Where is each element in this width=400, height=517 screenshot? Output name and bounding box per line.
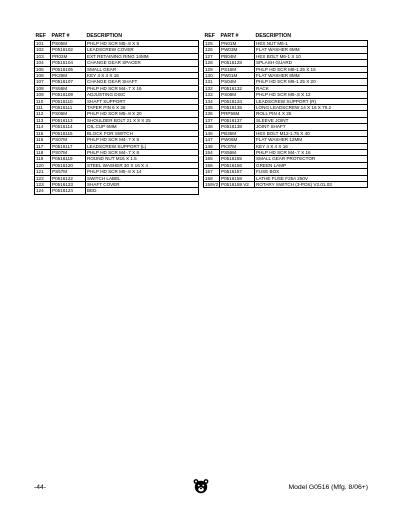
ref-cell: 133	[204, 92, 220, 98]
ref-cell: 148	[204, 143, 220, 149]
ref-cell: 106	[35, 73, 51, 79]
part-number-cell: P0516104	[51, 60, 86, 66]
part-number-cell: P0516128	[220, 60, 255, 66]
part-number-cell: PB04M	[220, 53, 255, 59]
part-number-cell: P0516123	[51, 181, 86, 187]
header-description: DESCRIPTION	[255, 32, 291, 39]
description-cell: PHLP HD SCR M4-.7 X 8	[86, 149, 199, 155]
ref-cell: 116	[35, 137, 51, 143]
part-number-cell: P0516107	[51, 79, 86, 85]
description-cell: TAPER PIN 6 X 26	[86, 105, 199, 111]
description-cell: SHAFT SUPPORT	[86, 98, 199, 104]
part-number-cell: P0516111	[51, 105, 86, 111]
ref-cell: 131	[204, 79, 220, 85]
description-cell: PHLP HD SCR M8-1.25 X 16	[255, 66, 368, 72]
ref-cell: 104	[35, 60, 51, 66]
ref-cell: 112	[35, 111, 51, 117]
description-cell: HEX NUT M6-1	[255, 41, 368, 47]
header-ref: REF	[35, 32, 46, 39]
parts-table-right	[203, 32, 368, 188]
ref-cell: 138	[204, 124, 220, 130]
description-cell: PHLP HD SCR M4-.7 X 8	[86, 137, 199, 143]
part-number-cell: PB35M	[220, 130, 255, 136]
ref-cell: 107	[35, 79, 51, 85]
ref-cell: 103	[35, 53, 51, 59]
part-number-cell: P0516122	[51, 175, 86, 181]
page-number: -44-	[34, 484, 47, 491]
description-cell: RACK	[255, 85, 368, 91]
part-number-cell: PS04M	[220, 79, 255, 85]
description-cell: PHLP HD SCR M5-.8 X 8	[86, 41, 199, 47]
ref-cell: 108	[35, 85, 51, 91]
ref-cell: 117	[35, 143, 51, 149]
description-cell: ROLL PIN 4 X 25	[255, 111, 368, 117]
ref-cell: 132	[204, 85, 220, 91]
ref-cell: 123	[35, 181, 51, 187]
part-number-cell: P0516105	[51, 66, 86, 72]
description-cell: PHLP HD SCR M5-.8 X 12	[255, 92, 368, 98]
part-number-cell: PK29M	[51, 73, 86, 79]
description-cell: PHLP HD SCR M5-.8 X 20	[86, 111, 199, 117]
table-row	[35, 188, 199, 194]
ref-cell: 136	[204, 111, 220, 117]
parts-table-left-body	[35, 41, 199, 195]
header-description: DESCRIPTION	[86, 32, 122, 39]
ref-cell: 135	[204, 105, 220, 111]
part-number-cell: P0516117	[51, 143, 86, 149]
description-cell: FLAT WASHER 12MM	[255, 137, 368, 143]
description-cell: LONG LEADSCREW 14 X 16 X 79.2	[255, 105, 368, 111]
part-number-cell: PS57M	[51, 169, 86, 175]
ref-cell: 113	[35, 117, 51, 123]
ref-cell: 101	[35, 41, 51, 47]
ref-cell: 110	[35, 98, 51, 104]
description-cell: STEEL WASHER 30 X 16 X 4	[86, 162, 199, 168]
page-footer	[34, 476, 368, 498]
ref-cell: 159V2	[205, 181, 219, 187]
description-cell: LEADSCREW SUPPORT (L)	[86, 143, 199, 149]
parts-table-right-body	[204, 41, 368, 188]
part-number-cell: PS07M	[51, 137, 86, 143]
ref-cell: 146	[204, 130, 220, 136]
part-number-cell: P0516109	[51, 92, 86, 98]
table-row	[204, 181, 368, 187]
part-number-cell: P0516135	[220, 105, 255, 111]
description-cell: LATHE FUSE F25A 250V	[255, 175, 368, 181]
ref-cell: 154	[204, 149, 220, 155]
part-number-cell: P0516120	[51, 162, 86, 168]
part-number-cell: PW01M	[220, 73, 255, 79]
description-cell: SMALL GEAR PROTECTOR	[255, 156, 368, 162]
description-cell: JOINT SHAFT	[255, 124, 368, 130]
part-number-cell: PN01M	[220, 41, 255, 47]
header-part: PART #	[220, 32, 239, 39]
description-cell: SWITCH LABEL	[86, 175, 199, 181]
ref-cell: 109	[35, 92, 51, 98]
description-cell: LEADSCREW SUPPORT (R)	[255, 98, 368, 104]
part-number-cell: P0516113	[51, 117, 86, 123]
ref-cell: 126	[204, 47, 220, 53]
part-number-cell: P0516134	[220, 98, 255, 104]
table-header-row	[204, 32, 368, 41]
ref-cell: 122	[35, 175, 51, 181]
part-number-cell: PS56M	[51, 85, 86, 91]
description-cell: BLOCK FOR SWITCH	[86, 130, 199, 136]
ref-cell: 102	[35, 47, 51, 53]
description-cell: LEADSCREW COVER	[86, 47, 199, 53]
description-cell: SLEEVE JOINT	[255, 117, 368, 123]
part-number-cell: P0516110	[51, 98, 86, 104]
description-cell: KEY 4 X 4 X 16	[255, 143, 368, 149]
ref-cell: 111	[35, 105, 51, 111]
part-number-cell: P0516119	[51, 156, 86, 162]
description-cell: SPLASH GUARD	[255, 60, 368, 66]
header-part: PART #	[51, 32, 70, 39]
ref-cell: 114	[35, 124, 51, 130]
ref-cell: 130	[204, 73, 220, 79]
ref-cell: 129	[204, 66, 220, 72]
ref-cell: 158	[204, 175, 220, 181]
ref-cell: 124	[35, 188, 51, 194]
table-header-row	[35, 32, 199, 41]
description-cell: SHOULDER BOLT 21 X 8 X 25	[86, 117, 199, 123]
ref-cell: 119	[35, 156, 51, 162]
description-cell: CHANGE GEAR SPACER	[86, 60, 199, 66]
description-cell: BED	[86, 188, 199, 194]
ref-cell: 155	[204, 156, 220, 162]
description-cell: ROUND NUT M16 X 1.5	[86, 156, 199, 162]
part-number-cell: P0516132	[220, 85, 255, 91]
part-number-cell: P0516102	[51, 47, 86, 53]
description-cell: PHLP HD SCR M4-.7 X 16	[255, 149, 368, 155]
ref-cell: 120	[35, 162, 51, 168]
ref-cell: 128	[204, 60, 220, 66]
ref-cell: 115	[35, 130, 51, 136]
ref-cell: 118	[35, 149, 51, 155]
bear-paw-icon	[191, 476, 211, 496]
part-number-cell: PS05M	[51, 41, 86, 47]
ref-cell: 137	[204, 117, 220, 123]
part-number-cell: P0516155	[220, 156, 255, 162]
part-number-cell: P0516159 V2	[220, 181, 255, 187]
ref-cell: 105	[35, 66, 51, 72]
part-number-cell: PRP56M	[220, 111, 255, 117]
ref-cell: 125	[204, 41, 220, 47]
description-cell: PHLP HD SCR M6-1.25 X 20	[255, 79, 368, 85]
model-text: Model G0516 (Mfg. 8/06+)	[288, 484, 368, 491]
description-cell: ROTARY SWITCH (3-POS) V2.01.03	[255, 181, 368, 187]
part-number-cell: PR02M	[51, 53, 86, 59]
description-cell: PHLP HD SCR M5-.8 X 14	[86, 169, 199, 175]
description-cell: SHAFT COVER	[86, 181, 199, 187]
description-cell: HEX BOLT M6-1 X 10	[255, 53, 368, 59]
ref-cell: 134	[204, 98, 220, 104]
description-cell: ADJUSTING DISC	[86, 92, 199, 98]
parts-table-left	[34, 32, 199, 195]
part-number-cell: P0516114	[51, 124, 86, 130]
part-number-cell: PS56M	[220, 149, 255, 155]
part-number-cell: PK37M	[220, 143, 255, 149]
description-cell: CHANGE GEAR SHAFT	[86, 79, 199, 85]
part-number-cell: PS16M	[220, 66, 255, 72]
part-number-cell: P0516158	[220, 175, 255, 181]
part-number-cell: P0516137	[220, 117, 255, 123]
description-cell: EXT RETAINING RING 14MM	[86, 53, 199, 59]
part-number-cell: P0516124	[51, 188, 86, 194]
description-cell: FUSE BOX	[255, 169, 368, 175]
header-ref: REF	[204, 32, 215, 39]
part-number-cell: PS06M	[51, 111, 86, 117]
ref-cell: 147	[204, 137, 220, 143]
ref-cell: 127	[204, 53, 220, 59]
part-number-cell: PS07M	[51, 149, 86, 155]
part-number-cell: P0516138	[220, 124, 255, 130]
description-cell: HEX BOLT M12-1.75 X 40	[255, 130, 368, 136]
part-number-cell: PW06M	[220, 137, 255, 143]
description-cell: OIL CUP 6MM	[86, 124, 199, 130]
part-number-cell: PS08M	[220, 92, 255, 98]
description-cell: FLAT WASHER 6MM	[255, 47, 368, 53]
ref-cell: 156	[204, 162, 220, 168]
ref-cell: 121	[35, 169, 51, 175]
description-cell: KEY 4 X 4 X 16	[86, 73, 199, 79]
description-cell: FLAT WASHER 8MM	[255, 73, 368, 79]
part-number-cell: P0516115	[51, 130, 86, 136]
description-cell: GREEN LAMP	[255, 162, 368, 168]
part-number-cell: P0516156	[220, 162, 255, 168]
description-cell: SMALL GEAR	[86, 66, 199, 72]
part-number-cell: P0516157	[220, 169, 255, 175]
description-cell: PHLP HD SCR M4-.7 X 16	[86, 85, 199, 91]
part-number-cell: PW03M	[220, 47, 255, 53]
ref-cell: 157	[204, 169, 220, 175]
